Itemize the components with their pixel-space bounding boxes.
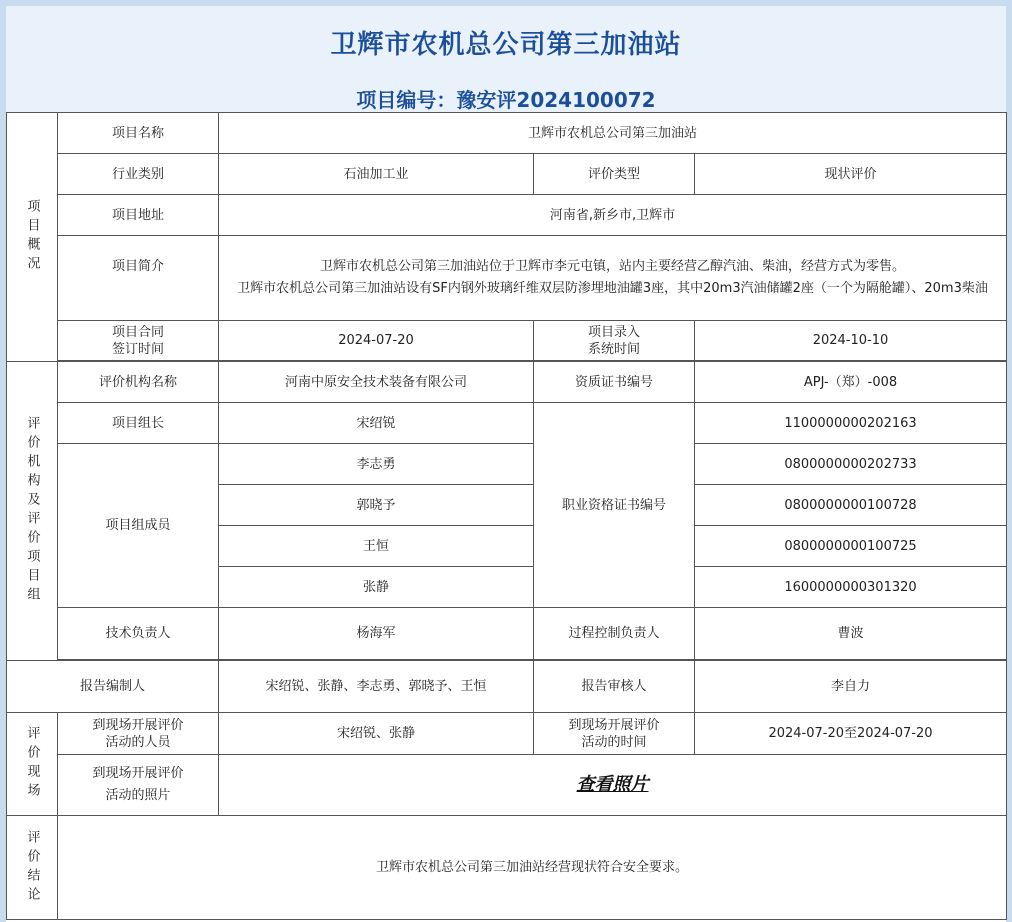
leader-cert: 1100000000202163 [695, 403, 1007, 444]
intro-line-2: 卫辉市农机总公司第三加油站设有SF内钢外玻璃纤维双层防渗埋地油罐3座，其中20m3汽油储罐2座（一个为隔舱罐）、20m3柴油 [237, 281, 988, 296]
section-overview-label: 项目概况 [7, 113, 58, 362]
author-value: 宋绍锐、张静、李志勇、郭晓予、王恒 [219, 661, 534, 713]
members-label: 项目组成员 [58, 444, 219, 608]
qual-cert-label: 职业资格证书编号 [534, 403, 695, 608]
member-cert: 1600000000301320 [695, 567, 1007, 608]
row-conclusion [7, 816, 1007, 920]
row-site-people [7, 713, 1007, 755]
member-name: 王恒 [219, 526, 534, 567]
tech-label: 技术负责人 [58, 608, 219, 660]
cert-label: 资质证书编号 [534, 362, 695, 403]
reviewer-label: 报告审核人 [534, 661, 695, 713]
address-label: 项目地址 [58, 195, 219, 236]
site-people-value: 宋绍锐、张静 [219, 713, 534, 755]
contract-date-value: 2024-07-20 [219, 321, 534, 361]
view-photos-link[interactable]: 查看照片 [576, 773, 649, 795]
tech-value: 杨海军 [219, 608, 534, 660]
entry-date-value: 2024-10-10 [695, 321, 1007, 361]
industry-label: 行业类别 [58, 154, 219, 195]
site-time-value: 2024-07-20至2024-07-20 [695, 713, 1007, 755]
row-leader [7, 403, 1007, 444]
cert-value: APJ-（郑）-008 [695, 362, 1007, 403]
project-name-value: 卫辉市农机总公司第三加油站 [219, 113, 1007, 154]
reviewer-value: 李自力 [695, 661, 1007, 713]
conclusion-text: 卫辉市农机总公司第三加油站经营现状符合安全要求。 [58, 816, 1007, 920]
member-cert: 0800000000100725 [695, 526, 1007, 567]
table-row [7, 444, 1007, 485]
address-value: 河南省,新乡市,卫辉市 [219, 195, 1007, 236]
project-info-table [6, 112, 1007, 920]
agency-label: 评价机构名称 [58, 362, 219, 403]
row-report [7, 661, 1007, 713]
intro-label: 项目简介 [58, 236, 219, 321]
agency-value: 河南中原安全技术装备有限公司 [219, 362, 534, 403]
leader-label: 项目组长 [58, 403, 219, 444]
process-value: 曹波 [695, 608, 1007, 660]
row-dates [7, 321, 1007, 361]
section-site-label: 评价现场 [7, 713, 58, 816]
contract-date-label: 项目合同 签订时间 [58, 321, 219, 361]
eval-type-value: 现状评价 [695, 154, 1007, 195]
member-cert: 0800000000100728 [695, 485, 1007, 526]
intro-value [219, 236, 1007, 321]
project-name-label: 项目名称 [58, 113, 219, 154]
page-header [6, 6, 1006, 112]
entry-date-label: 项目录入 系统时间 [534, 321, 695, 361]
site-people-label: 到现场开展评价 活动的人员 [58, 713, 219, 755]
row-agency [7, 362, 1007, 403]
member-name: 郭晓予 [219, 485, 534, 526]
section-conclusion-label: 评价结论 [7, 816, 58, 920]
member-cert: 0800000000202733 [695, 444, 1007, 485]
site-photo-label: 到现场开展评价 活动的照片 [58, 755, 219, 816]
row-project-name [7, 113, 1007, 154]
project-number: 项目编号：豫安评2024100072 [356, 88, 656, 112]
row-intro [7, 236, 1007, 321]
section-org-label: 评价机构及评价项目组 [7, 362, 58, 661]
row-tech [7, 608, 1007, 660]
eval-type-label: 评价类型 [534, 154, 695, 195]
member-name: 李志勇 [219, 444, 534, 485]
row-site-photo [7, 755, 1007, 816]
leader-name: 宋绍锐 [219, 403, 534, 444]
process-label: 过程控制负责人 [534, 608, 695, 660]
row-industry [7, 154, 1007, 195]
site-photo-cell [219, 755, 1007, 816]
row-address [7, 195, 1007, 236]
page-title: 卫辉市农机总公司第三加油站 [330, 30, 682, 60]
intro-line-1: 卫辉市农机总公司第三加油站位于卫辉市李元屯镇，站内主要经营乙醇汽油、柴油，经营方式为零售。 [319, 259, 905, 274]
member-name: 张静 [219, 567, 534, 608]
author-label: 报告编制人 [7, 661, 219, 713]
site-time-label: 到现场开展评价 活动的时间 [534, 713, 695, 755]
industry-value: 石油加工业 [219, 154, 534, 195]
